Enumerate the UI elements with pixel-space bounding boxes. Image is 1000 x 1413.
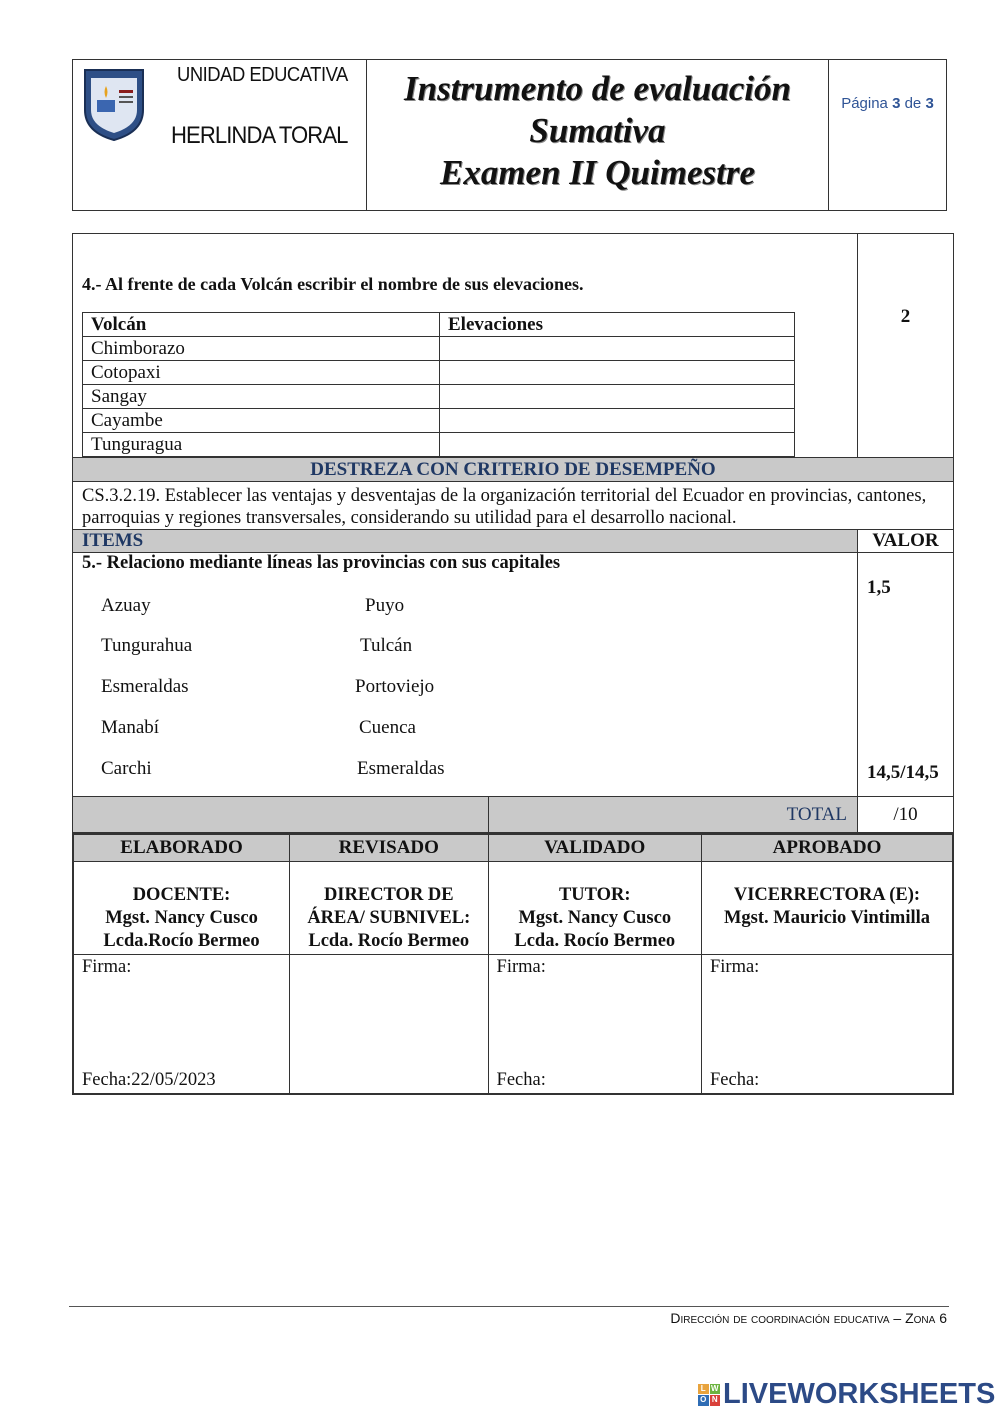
page-number xyxy=(829,60,946,210)
question5-row xyxy=(72,553,954,796)
school-cell xyxy=(73,60,367,210)
elevaciones-header: Elevaciones xyxy=(440,313,795,337)
question5-title: 5.- Relaciono mediante líneas las provincias con sus capitales xyxy=(82,553,561,573)
total-label: TOTAL xyxy=(489,797,858,832)
title-line2: Sumativa xyxy=(529,111,666,150)
volcan-name: Cotopaxi xyxy=(83,361,440,385)
liveworksheets-brand[interactable] xyxy=(698,1378,995,1411)
signature-header-row xyxy=(73,834,953,862)
title-line3: Examen II Quimestre xyxy=(439,153,756,192)
fecha-label: Fecha:22/05/2023 xyxy=(82,1069,216,1090)
revisado-header: REVISADO xyxy=(290,834,489,862)
firma-label: Firma: xyxy=(496,957,546,977)
volcan-header: Volcán xyxy=(83,313,440,337)
footer-text: Dirección de coordinación educativa – Zona 6 xyxy=(670,1310,947,1326)
page-of: de xyxy=(904,95,922,112)
table-row xyxy=(83,361,795,385)
person-name: Lcda. Rocío Bermeo xyxy=(514,931,676,951)
volcan-name: Chimborazo xyxy=(83,337,440,361)
person-name: Mgst. Nancy Cusco xyxy=(518,908,672,928)
document-header xyxy=(72,59,947,211)
provincia-item[interactable]: Esmeraldas xyxy=(101,676,189,697)
validado-header: VALIDADO xyxy=(488,834,701,862)
question4-row xyxy=(72,233,954,457)
provincia-item[interactable]: Tungurahua xyxy=(101,635,193,656)
signature-table xyxy=(72,833,954,1095)
capital-item[interactable]: Esmeraldas xyxy=(357,758,445,779)
question5-cell xyxy=(73,553,858,796)
volcan-name: Cayambe xyxy=(83,409,440,433)
role-label: VICERRECTORA (E): xyxy=(733,885,921,905)
person-name: Lcda.Rocío Bermeo xyxy=(103,931,260,951)
elevacion-answer-cell[interactable] xyxy=(440,433,795,457)
table-row xyxy=(83,337,795,361)
document-title xyxy=(367,60,829,210)
valor-header: VALOR xyxy=(872,530,939,551)
volcan-name: Tunguragua xyxy=(83,433,440,457)
elevacion-answer-cell[interactable] xyxy=(440,361,795,385)
destreza-heading: DESTREZA CON CRITERIO DE DESEMPEÑO xyxy=(72,457,954,482)
school-name-line2: HERLINDA TORAL xyxy=(171,122,348,149)
person-name: Mgst. Nancy Cusco xyxy=(105,908,258,928)
subtotal-score: 14,5/14,5 xyxy=(867,762,939,783)
elevacion-answer-cell[interactable] xyxy=(440,337,795,361)
revisado-signature xyxy=(290,955,489,1094)
firma-label: Firma: xyxy=(82,957,132,977)
fecha-label: Fecha: xyxy=(496,1069,546,1090)
destreza-text: CS.3.2.19. Establecer las ventajas y desventajas de la organización territorial del Ecuador en provincias, cantones, parroquias y regiones transversales, considerando su utilidad para el desarrollo nacional. xyxy=(72,482,954,529)
title-line1: Instrumento de evaluación xyxy=(404,69,791,108)
volcan-name: Sangay xyxy=(83,385,440,409)
items-header: ITEMS xyxy=(73,530,858,552)
page-prefix: Página xyxy=(841,95,888,112)
question4-title: 4.- Al frente de cada Volcán escribir el nombre de sus elevaciones. xyxy=(82,274,584,294)
question4-value: 2 xyxy=(900,306,911,327)
table-row xyxy=(83,433,795,457)
elevacion-answer-cell[interactable] xyxy=(440,409,795,433)
role-label: TUTOR: xyxy=(558,885,631,905)
liveworksheets-text: LIVEWORKSHEETS xyxy=(723,1378,996,1410)
role-label: ÁREA/ SUBNIVEL: xyxy=(307,908,471,928)
total-row xyxy=(72,796,954,833)
elevacion-answer-cell[interactable] xyxy=(440,385,795,409)
provincia-item[interactable]: Carchi xyxy=(101,758,152,779)
elaborado-header: ELABORADO xyxy=(73,834,290,862)
elaborado-names xyxy=(73,862,290,955)
role-label: DIRECTOR DE xyxy=(323,885,454,905)
total-blank-cell xyxy=(73,797,489,832)
page-total: 3 xyxy=(925,95,934,112)
provincia-item[interactable]: Azuay xyxy=(101,595,151,616)
items-header-row xyxy=(72,529,954,553)
signature-fields-row xyxy=(73,955,953,1094)
firma-label: Firma: xyxy=(709,957,760,977)
capital-item[interactable]: Portoviejo xyxy=(355,676,435,697)
validado-names xyxy=(488,862,701,955)
person-name: Mgst. Mauricio Vintimilla xyxy=(723,908,931,928)
person-name: Lcda. Rocío Bermeo xyxy=(308,931,470,951)
fecha-label: Fecha: xyxy=(709,1069,760,1090)
footer-divider xyxy=(69,1306,949,1307)
school-logo xyxy=(79,66,149,142)
revisado-names xyxy=(290,862,489,955)
total-value: /10 xyxy=(893,804,918,825)
aprobado-signature xyxy=(701,955,953,1094)
aprobado-header: APROBADO xyxy=(701,834,953,862)
volcano-table xyxy=(82,312,795,457)
aprobado-names xyxy=(701,862,953,955)
school-name-line1: UNIDAD EDUCATIVA xyxy=(177,64,348,86)
capital-item[interactable]: Puyo xyxy=(365,595,405,616)
provincia-item[interactable]: Manabí xyxy=(101,717,160,738)
elaborado-signature xyxy=(73,955,290,1094)
validado-signature xyxy=(488,955,701,1094)
exam-table xyxy=(72,233,954,833)
signature-names-row xyxy=(73,862,953,955)
capital-item[interactable]: Cuenca xyxy=(359,717,416,738)
liveworksheets-logo-icon: L W O N xyxy=(698,1384,720,1406)
page-current: 3 xyxy=(892,95,901,112)
question5-value: 1,5 xyxy=(867,577,891,598)
question4-cell xyxy=(73,234,858,457)
table-row xyxy=(83,385,795,409)
role-label: DOCENTE: xyxy=(132,885,231,905)
question5-value-cell xyxy=(858,553,953,796)
table-row xyxy=(83,409,795,433)
capital-item[interactable]: Tulcán xyxy=(360,635,413,656)
